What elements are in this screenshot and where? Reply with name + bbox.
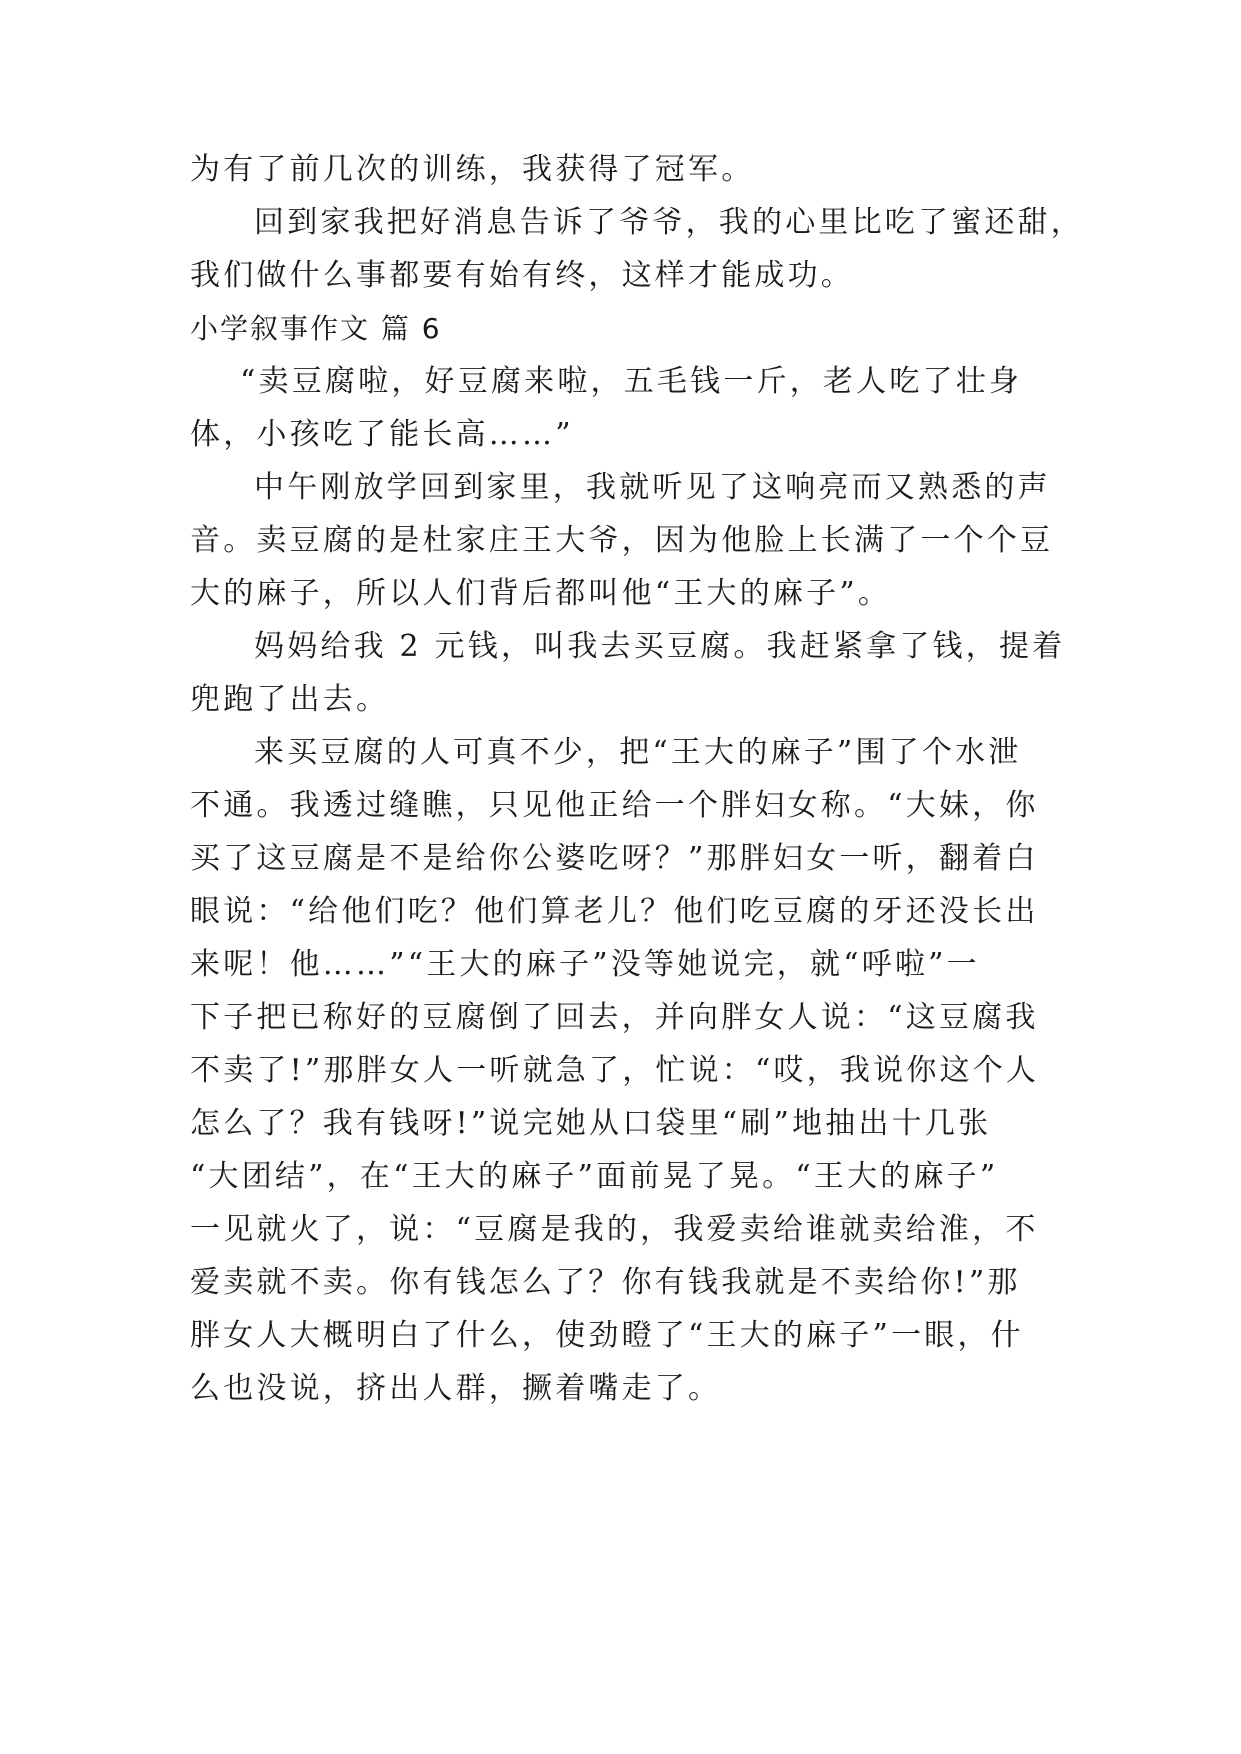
paragraph-line: 中午刚放学回到家里，我就听见了这响亮而又熟悉的声 — [254, 470, 1051, 505]
text-line: 来呢！他……”“王大的麻子”没等她说完，就“呼啦”一 — [190, 947, 980, 982]
paragraph-line: 回到家我把好消息告诉了爷爷，我的心里比吃了蜜还甜， — [254, 205, 1084, 240]
text-line: 我们做什么事都要有始有终，这样才能成功。 — [190, 258, 854, 293]
text-line: “大团结”，在“王大的麻子”面前晃了晃。“王大的麻子” — [190, 1159, 999, 1194]
paragraph-line: 妈妈给我 2 元钱，叫我去买豆腐。我赶紧拿了钱，提着 — [254, 629, 1066, 664]
text-line: 眼说：“给他们吃？他们算老儿？他们吃豆腐的牙还没长出 — [190, 894, 1039, 929]
text-line: 爱卖就不卖。你有钱怎么了？你有钱我就是不卖给你!”那 — [190, 1265, 1021, 1300]
text-line: 音。卖豆腐的是杜家庄王大爷，因为他脸上长满了一个个豆 — [190, 523, 1054, 558]
text-line: 为有了前几次的训练，我获得了冠军。 — [190, 152, 755, 187]
text-line: 不通。我透过缝瞧，只见他正给一个胖妇女称。“大妹，你 — [190, 788, 1039, 823]
section-heading: 小学叙事作文 篇 6 — [190, 312, 442, 345]
text-line: 体，小孩吃了能长高……” — [190, 417, 574, 452]
text-line: 兜跑了出去。 — [190, 682, 390, 717]
paragraph-line: 来买豆腐的人可真不少，把“王大的麻子”围了个水泄 — [254, 735, 1022, 770]
text-line: 大的麻子，所以人们背后都叫他“王大的麻子”。 — [190, 576, 892, 611]
paragraph-line: “卖豆腐啦，好豆腐来啦，五毛钱一斤，老人吃了壮身 — [240, 364, 1023, 399]
text-line: 买了这豆腐是不是给你公婆吃呀？”那胖妇女一听，翻着白 — [190, 841, 1039, 876]
text-line: 下子把已称好的豆腐倒了回去，并向胖女人说：“这豆腐我 — [190, 1000, 1039, 1035]
text-line: 么也没说，挤出人群，撅着嘴走了。 — [190, 1371, 722, 1406]
text-line: 不卖了!”那胖女人一听就急了，忙说：“哎，我说你这个人 — [190, 1053, 1040, 1088]
text-line: 一见就火了，说：“豆腐是我的，我爱卖给谁就卖给淮，不 — [190, 1212, 1039, 1247]
text-line: 怎么了？我有钱呀!”说完她从口袋里“刷”地抽出十几张 — [190, 1106, 992, 1141]
text-line: 胖女人大概明白了什么，使劲瞪了“王大的麻子”一眼，什 — [190, 1318, 1024, 1353]
